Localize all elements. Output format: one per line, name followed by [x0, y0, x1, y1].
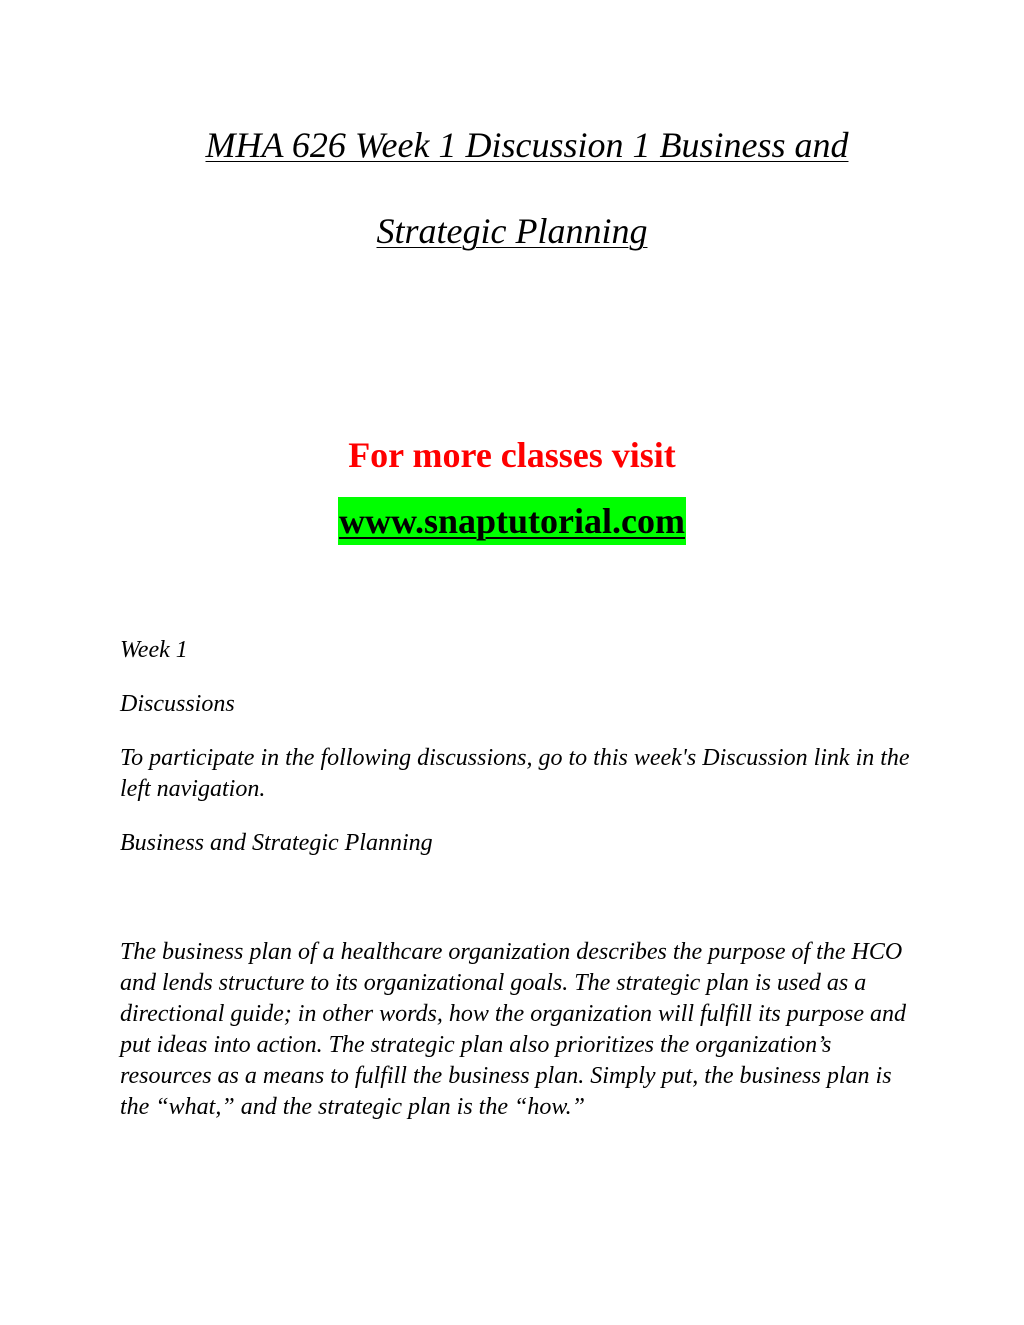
- instructions-paragraph: To participate in the following discussions, go to this week's Discussion link in the left navigation.: [120, 745, 910, 802]
- discussion-topic: Business and Strategic Planning: [120, 830, 433, 856]
- document-title-line-2: Strategic Planning: [376, 211, 648, 251]
- promo-text: For more classes visit: [348, 435, 676, 475]
- section-heading: Discussions: [120, 691, 235, 717]
- week-label: Week 1: [120, 637, 188, 663]
- promo-link-container: [0, 497, 1024, 545]
- body-paragraph: The business plan of a healthcare organization describes the purpose of the HCO and lends structure to its organizational goals. The strategic plan is used as a directional guide; in other words, how the organization will fulfill its purpose and put ideas into action. The strategic plan also prioritizes the organization’s resources as a means to fulfill the business plan. Simply put, the business plan is the “what,” and the strategic plan is the “how.”: [120, 939, 907, 1120]
- document-title-line-1: MHA 626 Week 1 Discussion 1 Business and: [205, 125, 849, 165]
- snaptutorial-link[interactable]: www.snaptutorial.com: [338, 497, 686, 545]
